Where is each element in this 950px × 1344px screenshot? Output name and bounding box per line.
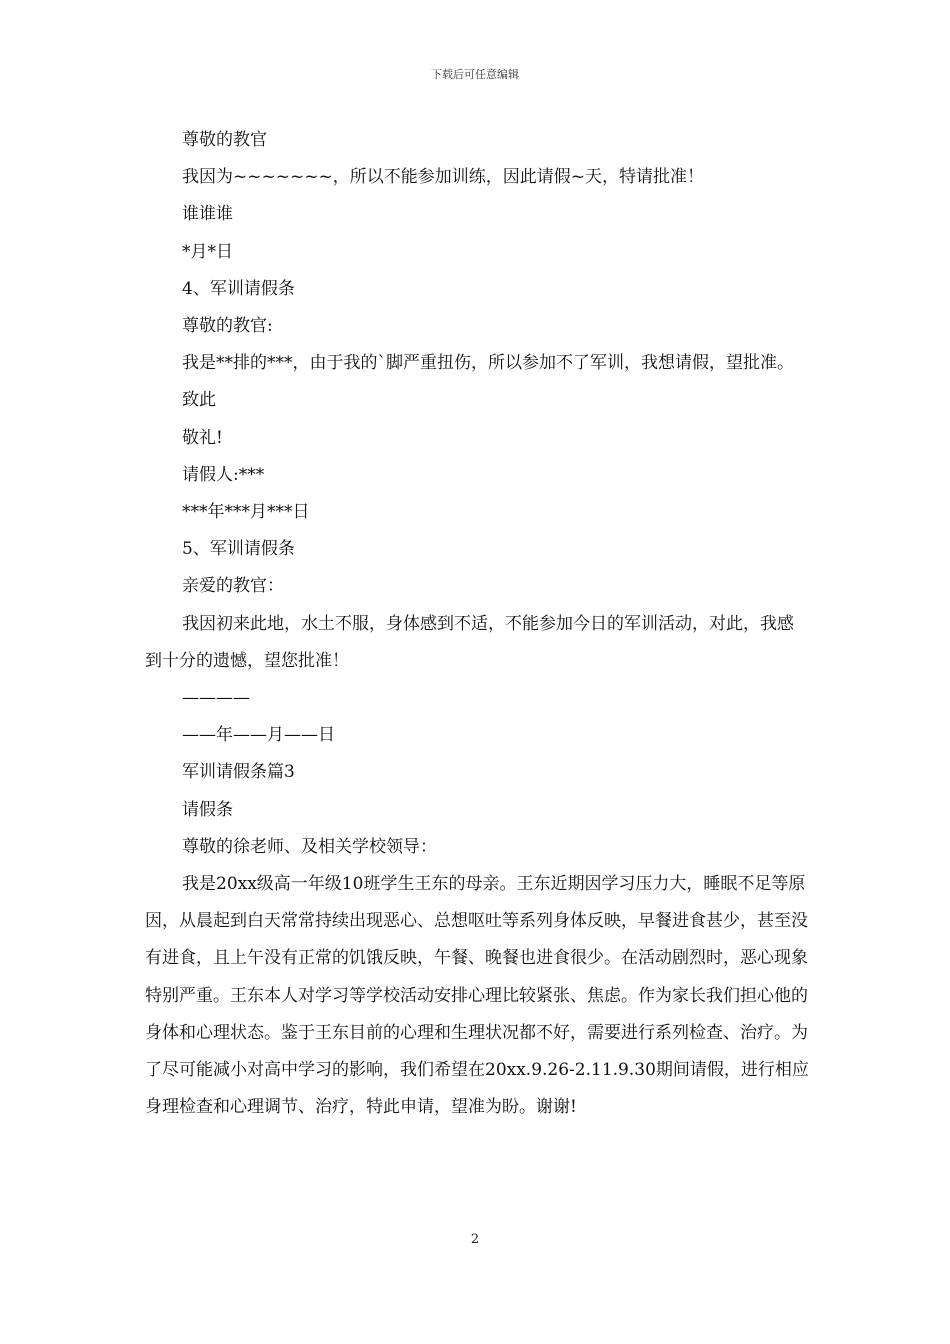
signature-name: ———— — [182, 688, 250, 709]
salutation: 尊敬的教官: — [182, 316, 273, 337]
signature-date: ***年***月***日 — [182, 502, 310, 523]
salutation: 尊敬的教官 — [182, 130, 267, 150]
section-heading: 4、军训请假条 — [182, 278, 295, 299]
section-heading: 5、军训请假条 — [182, 539, 295, 560]
paragraph: 我因初来此地，水土不服，身体感到不适，不能参加今日的军训活动，对此，我感到十分的遗憾，望您批准！ — [145, 613, 794, 671]
letter-title: 请假条 — [182, 799, 233, 820]
document-body — [145, 122, 809, 1126]
section-heading: 军训请假条篇3 — [182, 762, 295, 783]
signature-name: 谁谁谁 — [182, 204, 233, 225]
paragraph: 我是**排的***，由于我的`脚严重扭伤，所以参加不了军训，我想请假，望批准。 — [182, 353, 794, 374]
salutation: 尊敬的徐老师、及相关学校领导： — [182, 836, 437, 857]
signature-date: ——年——月——日 — [182, 725, 335, 746]
page-header: 下载后可任意编辑 — [431, 68, 519, 81]
signature-name: 请假人:*** — [182, 464, 265, 485]
paragraph: 我是20xx级高一年级10班学生王东的母亲。王东近期因学习压力大，睡眠不足等原因，从晨起到白天常常持续出现恶心、总想呕吐等系列身体反映，早餐进食甚少，甚至没有进食，且上午没有正常的饥饿反映，午餐、晚餐也进食很少。在活动剧烈时，恶心现象特别严重。王东本人对学习等学校活动安排心理比较紧张、焦虑。作为家长我们担心他的身体和心理状态。鉴于王东目前的心理和生理状况都不好，需要进行系列检查、治疗。为了尽可能减小对高中学习的影响，我们希望在20xx.9.26-2.11.9.30期间请假，进行相应身理检查和心理调节、治疗，特此申请，望准为盼。谢谢! — [145, 874, 809, 1118]
page-number: 2 — [470, 1232, 480, 1247]
salutation: 亲爱的教官： — [182, 576, 284, 597]
paragraph: 我因为~~~~~~~，所以不能参加训练，因此请假~天，特请批准！ — [182, 167, 704, 188]
signature-date: *月*日 — [182, 241, 233, 262]
closing-line: 致此 — [182, 390, 216, 411]
closing-line: 敬礼! — [182, 427, 223, 448]
